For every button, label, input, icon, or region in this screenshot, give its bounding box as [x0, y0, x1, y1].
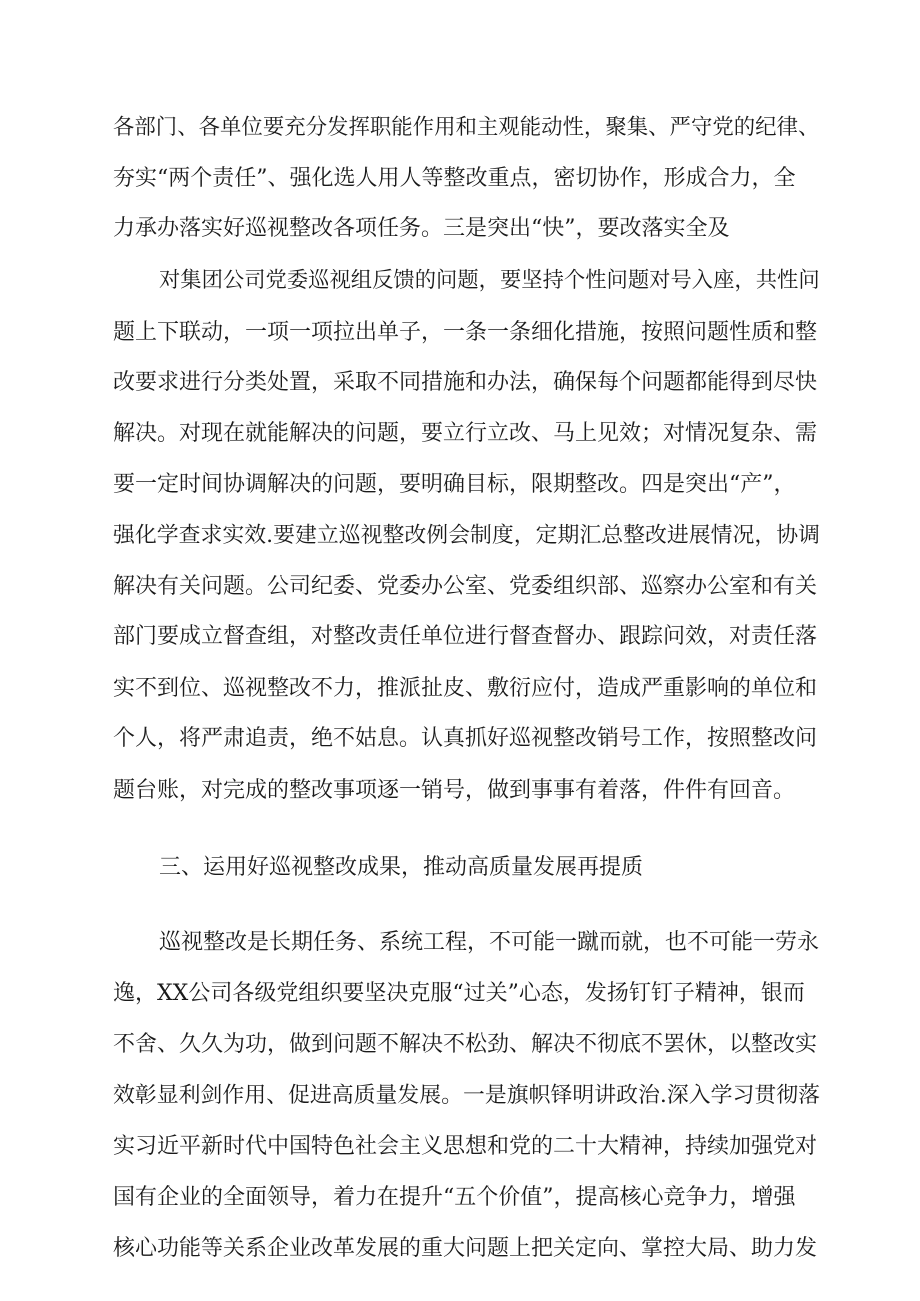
text-line: [0, 470, 920, 520]
text-line: [0, 1030, 920, 1080]
text-line: [0, 776, 920, 826]
line-text: 巡视整改是长期任务、系统工程，不可能一蹴而就，也不可能一劳永: [159, 930, 820, 955]
line-text: 题台账，对完成的整改事项逐一销号，做到事事有着落，件件有回音。: [113, 778, 796, 803]
text-line: [0, 572, 920, 622]
line-text: 强化学查求实效.要建立巡视整改例会制度，定期汇总整改进展情况，协调: [113, 523, 820, 548]
line-text: 改要求进行分类处置，采取不同措施和办法，确保每个问题都能得到尽快: [113, 370, 818, 395]
line-text: 对集团公司党委巡视组反馈的问题，要坚持个性问题对号入座，共性问: [159, 268, 820, 293]
text-line: [0, 214, 920, 264]
text-line: [0, 521, 920, 571]
line-text: 题上下联动，一项一项拉出单子，一条一条细化措施，按照问题性质和整: [113, 320, 818, 345]
line-text: 逸，XX公司各级党组织要坚决克服“过关”心态，发扬钉钉子精神，银而: [113, 981, 805, 1006]
text-line: [0, 1081, 920, 1131]
text-line: [0, 266, 920, 316]
text-line: [0, 419, 920, 469]
text-line: [0, 1234, 920, 1284]
line-text: 部门要成立督查组，对整改责任单位进行督查督办、跟踪问效，对责任落: [113, 624, 818, 649]
line-text: 解决有关问题。公司纪委、党委办公室、党委组织部、巡察办公室和有关: [113, 574, 818, 599]
text-line: [0, 164, 920, 214]
text-line: [0, 979, 920, 1029]
text-line: [0, 674, 920, 724]
line-text: 要一定时间协调解决的问题，要明确目标，限期整改。四是突出“产”，: [113, 472, 796, 497]
line-text: 效彰显利剑作用、促进高质量发展。一是旗帜铎明讲政治.深入学习贯彻落: [113, 1083, 820, 1108]
heading-text: 三、运用好巡视整改成果，推动高质量发展再提质: [159, 855, 644, 880]
text-line: [0, 622, 920, 672]
line-text: 各部门、各单位要充分发挥职能作用和主观能动性，聚集、严守党的纪律、: [113, 115, 820, 140]
text-line: [0, 1132, 920, 1182]
section-heading: [0, 853, 920, 903]
text-line: [0, 113, 920, 163]
line-text: 力承办落实好巡视整改各项任务。三是突出“快”，要改落实全及: [113, 216, 730, 241]
text-line: [0, 928, 920, 978]
line-text: 不舍、久久为功，做到问题不解决不松劲、解决不彻底不罢休，以整改实: [113, 1032, 818, 1057]
line-text: 国有企业的全面领导，着力在提升“五个价值”，提高核心竞争力，增强: [113, 1185, 796, 1210]
line-text: 实习近平新时代中国特色社会主义思想和党的二十大精神，持续加强党对: [113, 1134, 818, 1159]
line-text: 核心功能等关系企业改革发展的重大问题上把关定向、掌控大局、助力发: [113, 1236, 818, 1261]
text-line: [0, 724, 920, 774]
line-text: 个人，将严肃追责，绝不姑息。认真抓好巡视整改销号工作，按照整改问: [113, 726, 818, 751]
line-text: 解决。对现在就能解决的问题，要立行立改、马上见效；对情况复杂、需: [113, 421, 818, 446]
line-text: 实不到位、巡视整改不力，推派扯皮、敷衍应付，造成严重影响的单位和: [113, 676, 818, 701]
text-line: [0, 368, 920, 418]
text-line: [0, 318, 920, 368]
text-line: [0, 1183, 920, 1233]
line-text: 夯实“两个责任”、强化选人用人等整改重点，密切协作，形成合力，全: [113, 166, 796, 191]
